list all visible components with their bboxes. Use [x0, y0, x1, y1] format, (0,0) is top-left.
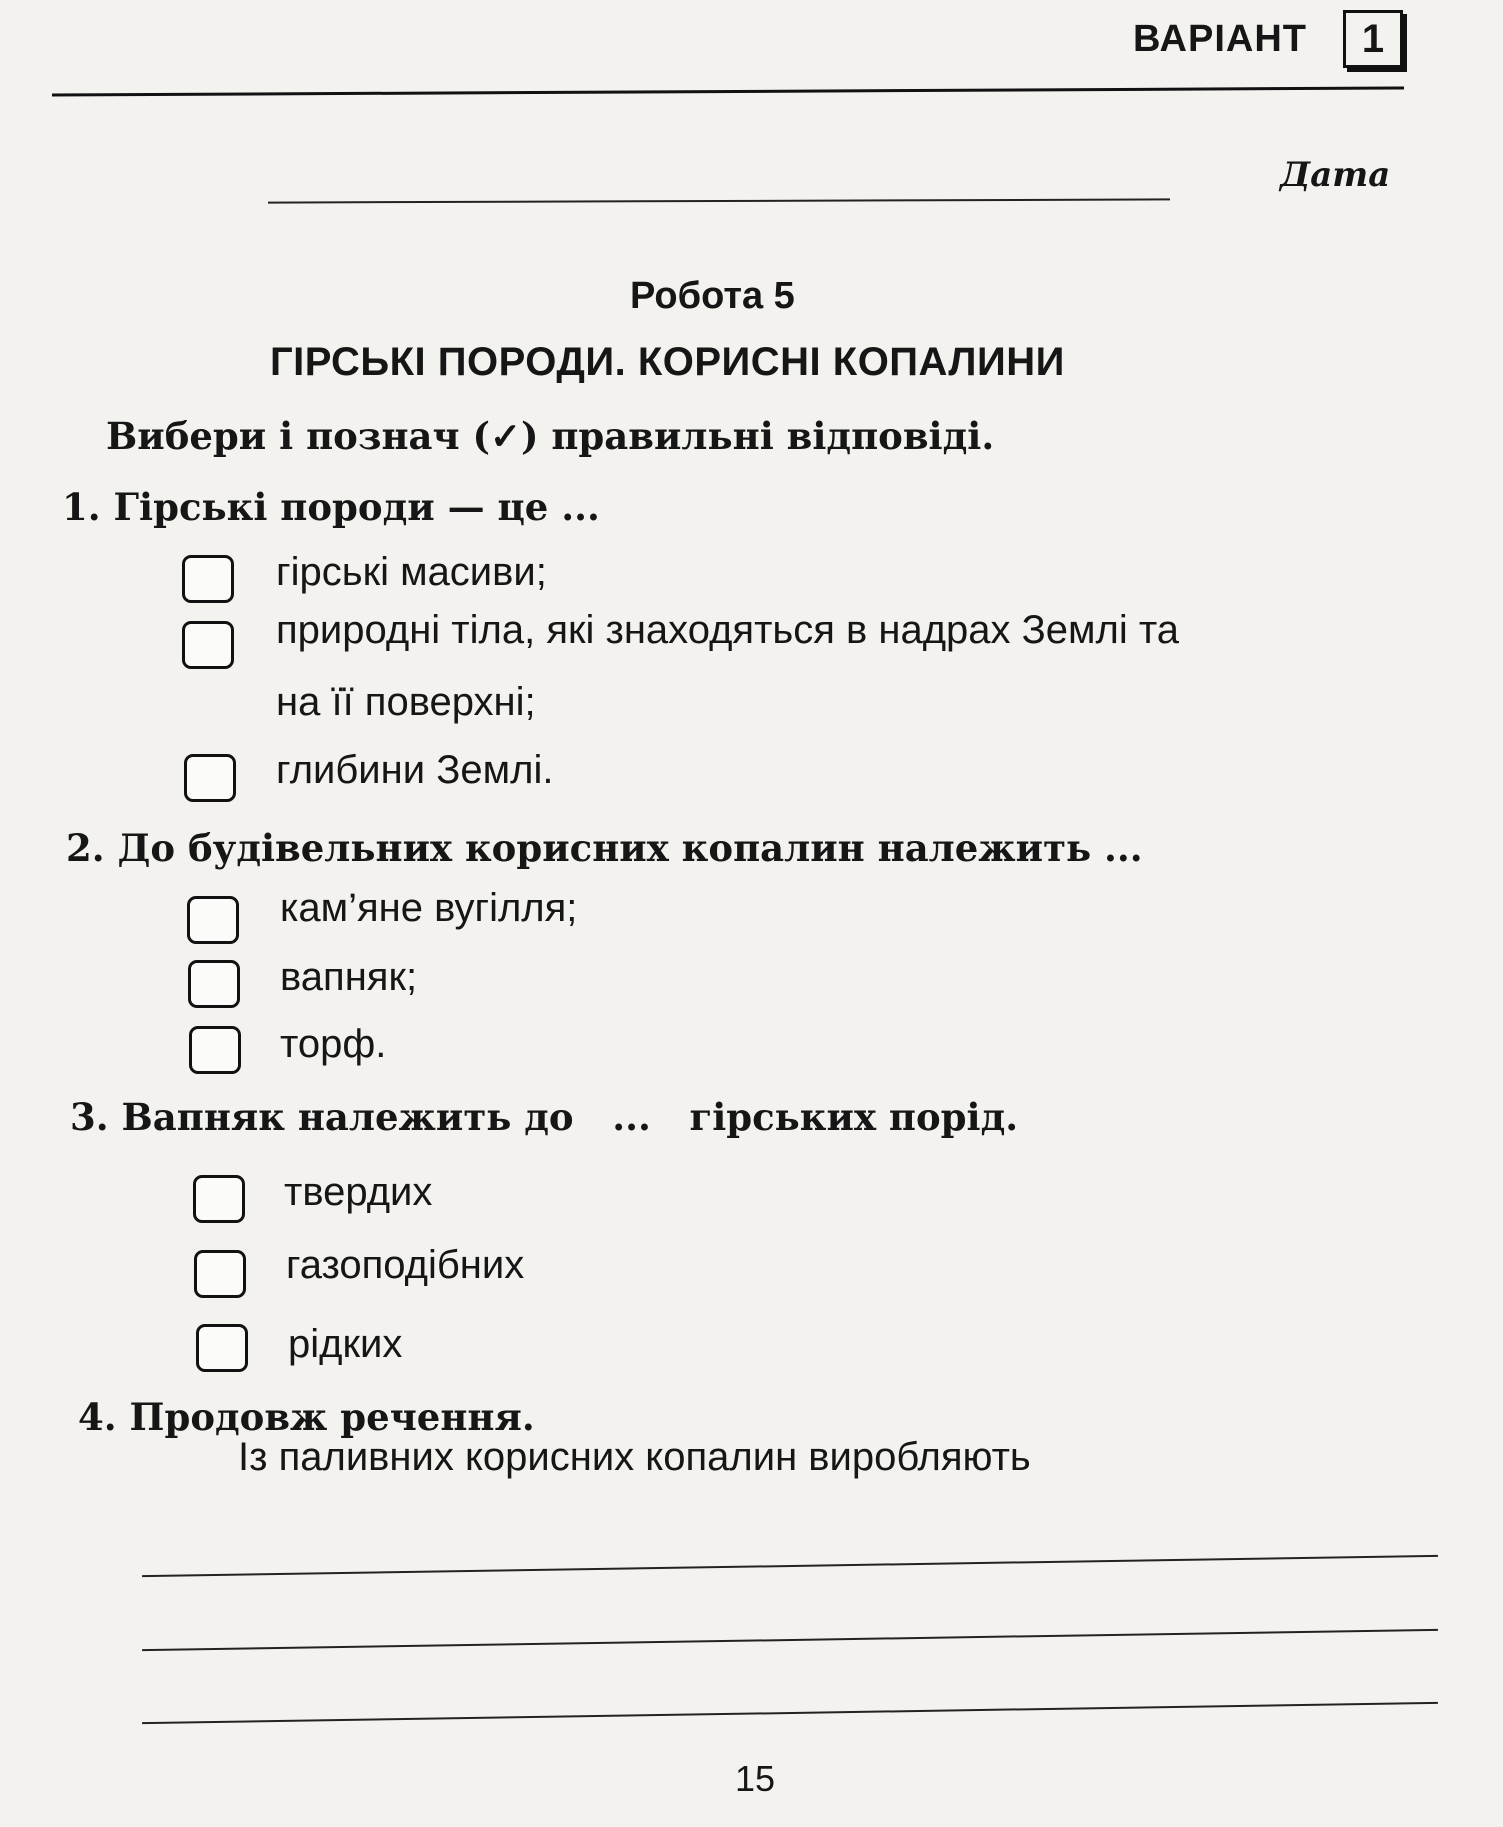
- q4-answer-line-2[interactable]: [142, 1629, 1438, 1651]
- q3-checkbox-c[interactable]: [196, 1324, 248, 1372]
- q2-checkbox-c[interactable]: [189, 1026, 241, 1074]
- q1-checkbox-b[interactable]: [182, 621, 234, 669]
- q1-option-b-line1: природні тіла, які знаходяться в надрах Землі та: [276, 608, 1180, 652]
- q3-option-a: твердих: [284, 1170, 433, 1214]
- q3-option-c: рідких: [288, 1322, 403, 1366]
- q3-option-b: газоподібних: [286, 1243, 525, 1287]
- instruction: Вибери і познач (✓) правильні відповіді.: [106, 414, 995, 458]
- q2-checkbox-a[interactable]: [187, 896, 239, 944]
- q1-option-c: глибини Землі.: [276, 748, 554, 792]
- variant-label: ВАРІАНТ: [1133, 18, 1307, 60]
- q2-option-b: вапняк;: [280, 955, 418, 999]
- q3-checkbox-b[interactable]: [194, 1250, 246, 1298]
- work-title: Робота 5: [630, 275, 795, 317]
- question-1: 1. Гірські породи — це ...: [62, 485, 600, 529]
- q4-answer-line-3[interactable]: [142, 1702, 1438, 1724]
- q4-answer-line-1[interactable]: [142, 1555, 1438, 1577]
- header-rule: [52, 86, 1404, 96]
- q4-prompt: Із паливних корисних копалин виробляють: [238, 1435, 1031, 1479]
- date-label: Дата: [1280, 155, 1391, 195]
- variant-number-box: 1: [1343, 10, 1403, 68]
- q1-checkbox-c[interactable]: [184, 754, 236, 802]
- question-2: 2. До будівельних корисних копалин належить ...: [66, 826, 1143, 870]
- page-number: 15: [735, 1758, 776, 1799]
- q1-checkbox-a[interactable]: [182, 555, 234, 603]
- q1-option-b-line2: на її поверхні;: [276, 680, 536, 724]
- q2-option-a: кам’яне вугілля;: [280, 886, 578, 930]
- q2-checkbox-b[interactable]: [188, 960, 240, 1008]
- topic-title: ГІРСЬКІ ПОРОДИ. КОРИСНІ КОПАЛИНИ: [270, 340, 1065, 384]
- date-field[interactable]: [268, 198, 1170, 203]
- question-3: 3. Вапняк належить до ... гірських порід.: [70, 1095, 1019, 1139]
- q2-option-c: торф.: [280, 1022, 387, 1066]
- q1-option-a: гірські масиви;: [276, 550, 547, 594]
- q3-checkbox-a[interactable]: [193, 1175, 245, 1223]
- question-4: 4. Продовж речення.: [78, 1395, 535, 1439]
